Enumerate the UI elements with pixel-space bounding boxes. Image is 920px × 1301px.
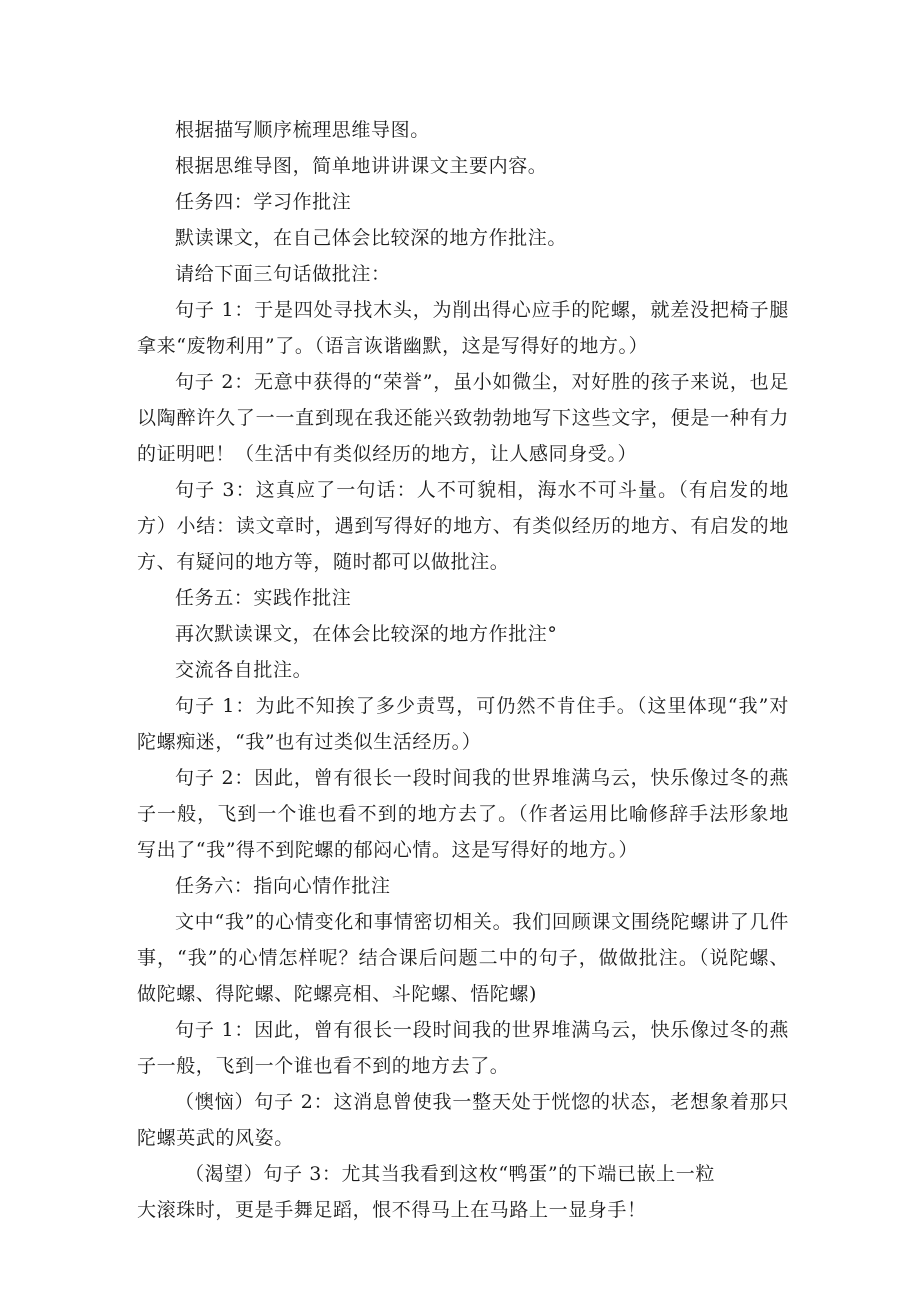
sentence-annotation: 句子 1：因此，曾有很长一段时间我的世界堆满乌云，快乐像过冬的燕子一般，飞到一个谁也看不到的地方去了。 [137, 1019, 789, 1077]
section-heading: 任务六：指向心情作批注 [175, 875, 391, 897]
paragraph: 大滚珠时，更是手舞足蹈，恨不得马上在马路上一显身手！ [137, 1199, 647, 1221]
paragraph: 根据思维导图，简单地讲讲课文主要内容。 [175, 155, 548, 177]
sentence-annotation: 句子 1：为此不知挨了多少责骂，可仍然不肯住手。（这里体现“我”对陀螺痴迷，“我”也有过类似生活经历。） [137, 695, 789, 753]
paragraph: 文中“我”的心情变化和事情密切相关。我们回顾课文围绕陀螺讲了几件事，“我”的心情怎样呢？结合课后问题二中的句子，做做批注。（说陀螺、做陀螺、得陀螺、陀螺亮相、斗陀螺、悟陀螺) [137, 911, 789, 1005]
sentence-annotation: 句子 2：因此，曾有很长一段时间我的世界堆满乌云，快乐像过冬的燕子一般，飞到一个谁也看不到的地方去了。（作者运用比喻修辞手法形象地写出了“我”得不到陀螺的郁闷心情。这是写得好的地方。） [137, 767, 789, 861]
paragraph: 默读课文，在自己体会比较深的地方作批注。 [175, 227, 568, 249]
sentence-annotation: （懊恼）句子 2：这消息曾使我一整天处于恍惚的状态，老想象着那只陀螺英武的风姿。 [137, 1091, 789, 1149]
sentence-annotation: 句子 2：无意中获得的“荣誉”，虽小如微尘，对好胜的孩子来说，也足以陶醉许久了一一直到现在我还能兴致勃勃地写下这些文字，便是一种有力的证明吧！（生活中有类似经历的地方，让人感同身受。） [137, 371, 789, 465]
sentence-annotation: 句子 1：于是四处寻找木头，为削出得心应手的陀螺，就差没把椅子腿拿来“废物利用”了。（语言诙谐幽默，这是写得好的地方。） [137, 299, 789, 357]
section-heading: 任务四：学习作批注 [175, 191, 352, 213]
section-heading: 任务五：实践作批注 [175, 587, 352, 609]
paragraph: 根据描写顺序梳理思维导图。 [175, 119, 430, 141]
paragraph: 再次默读课文，在体会比较深的地方作批注° [175, 623, 558, 645]
document-body [137, 112, 789, 1228]
sentence-annotation: （渴望）句子 3：尤其当我看到这枚“鸭蛋”的下端已嵌上一粒 [185, 1163, 715, 1185]
sentence-annotation: 句子 3：这真应了一句话：人不可貌相，海水不可斗量。（有启发的地方）小结：读文章时，遇到写得好的地方、有类似经历的地方、有启发的地方、有疑问的地方等，随时都可以做批注。 [137, 479, 789, 573]
paragraph: 请给下面三句话做批注： [175, 263, 391, 285]
paragraph: 交流各自批注。 [175, 659, 313, 681]
